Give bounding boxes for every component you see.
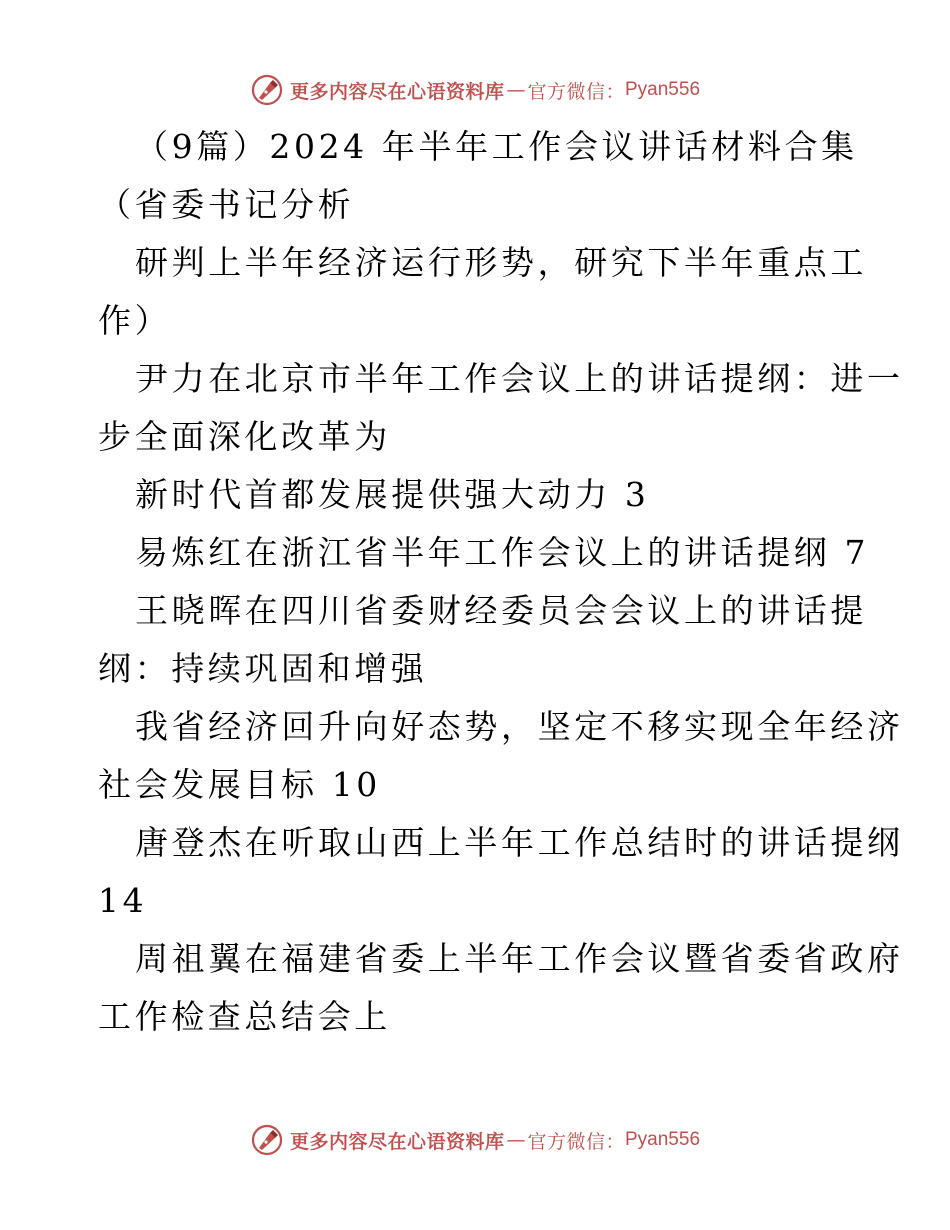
toc-entry-continued: 步全面深化改革为 — [98, 417, 391, 456]
toc-entry: 王晓晖在四川省委财经委员会会议上的讲话提 — [135, 591, 867, 630]
document-title: （9篇）2024 年半年工作会议讲话材料合集 — [135, 127, 858, 166]
pen-nib-logo-icon — [250, 73, 284, 107]
toc-entry-continued: 我省经济回升向好态势，坚定不移实现全年经济 — [135, 707, 904, 746]
watermark-official-label: 官方微信： — [527, 80, 625, 103]
toc-entry-continued: 社会发展目标 10 — [98, 765, 381, 804]
header-watermark — [0, 70, 950, 110]
watermark-wechat-id: Pyan556 — [625, 79, 701, 100]
pen-nib-logo-icon — [250, 1123, 284, 1157]
toc-entry-continued: 纲：持续巩固和增强 — [98, 649, 428, 688]
watermark-separator: — — [506, 1129, 526, 1151]
text-line: 作） — [98, 301, 172, 340]
text-line: （省委书记分析 — [98, 185, 355, 224]
toc-entry-continued: 新时代首都发展提供强大动力 3 — [135, 475, 650, 514]
watermark-text — [290, 1127, 700, 1154]
toc-entry: 尹力在北京市半年工作会议上的讲话提纲：进一 — [135, 359, 904, 398]
watermark-official-label: 官方微信： — [527, 1130, 625, 1153]
watermark-brand: 更多内容尽在心语资料库 — [289, 1130, 505, 1153]
watermark-brand: 更多内容尽在心语资料库 — [289, 80, 505, 103]
watermark-wechat-id: Pyan556 — [625, 1129, 701, 1150]
toc-entry: 周祖翼在福建省委上半年工作会议暨省委省政府 — [135, 939, 904, 978]
toc-entry-continued: 工作检查总结会上 — [98, 997, 391, 1036]
toc-entry: 易炼红在浙江省半年工作会议上的讲话提纲 7 — [135, 533, 870, 572]
watermark-separator: — — [506, 79, 526, 101]
toc-entry-page-number: 14 — [98, 881, 148, 920]
watermark-text — [290, 77, 700, 104]
text-line: 研判上半年经济运行形势，研究下半年重点工 — [135, 243, 867, 282]
toc-entry: 唐登杰在听取山西上半年工作总结时的讲话提纲 — [135, 823, 904, 862]
footer-watermark — [0, 1120, 950, 1160]
document-body — [98, 118, 904, 1046]
